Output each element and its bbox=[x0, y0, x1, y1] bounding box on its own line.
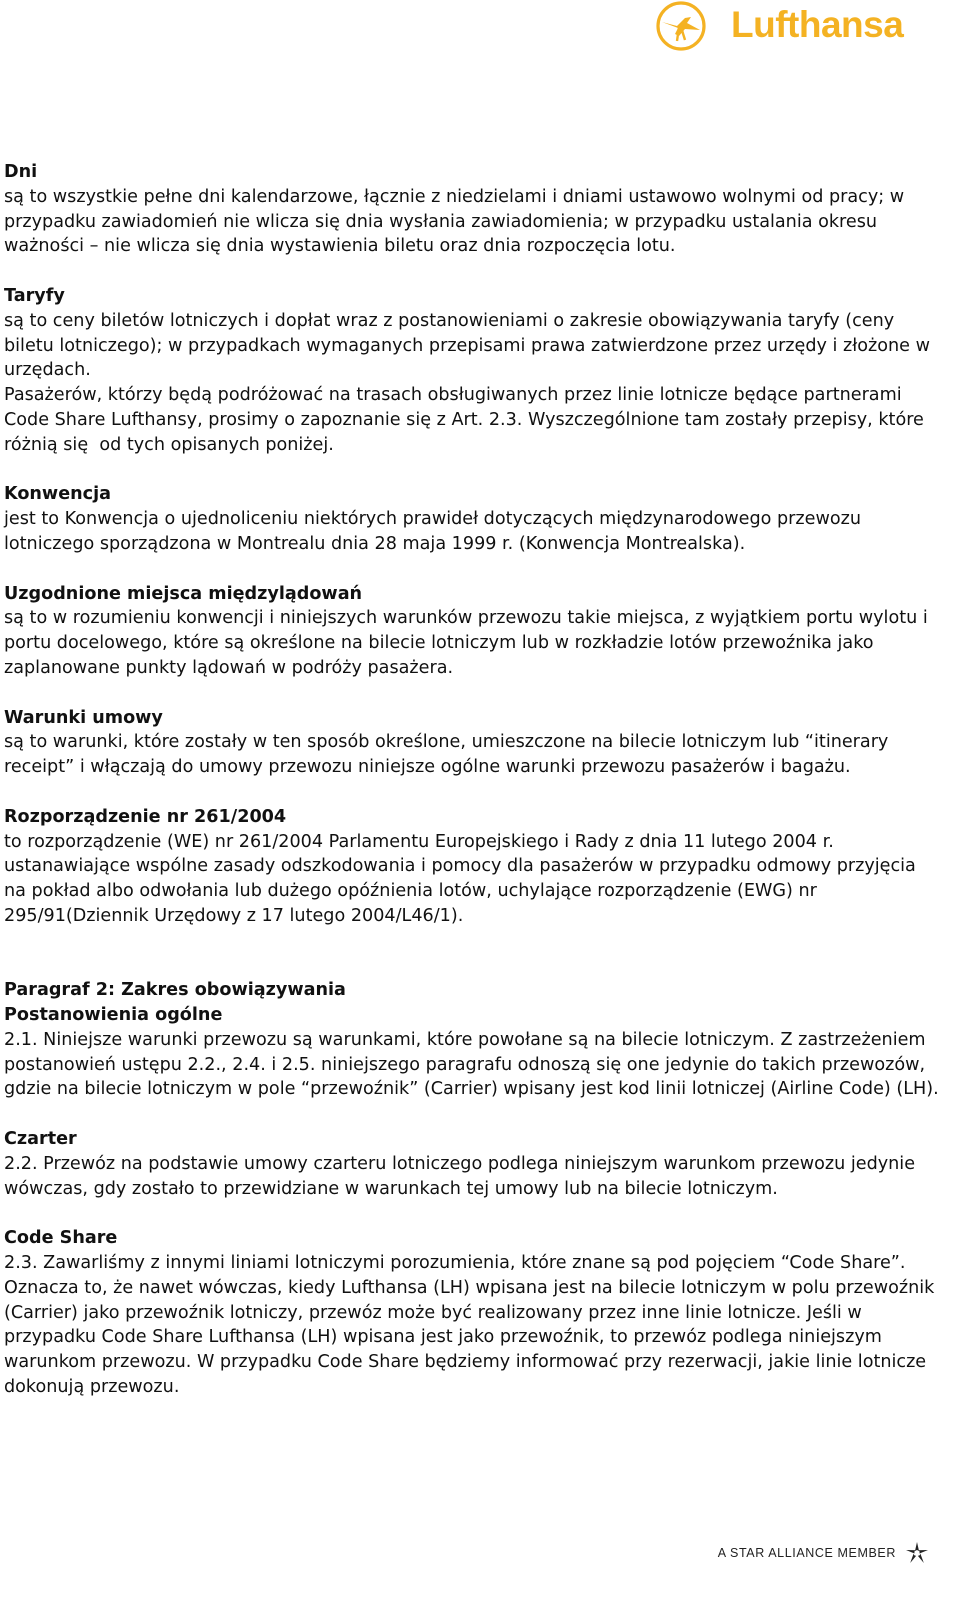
section-text-konwencja: jest to Konwencja o ujednoliceniu niektórych prawideł dotyczących międzynarodowego przewozu lotniczego sporządzona w Montrealu dnia 28 maja 1999 r. (Konwencja Montrealska). bbox=[4, 509, 861, 554]
section-title-taryfy: Taryfy bbox=[4, 285, 65, 306]
section-title-konwencja: Konwencja bbox=[4, 484, 111, 505]
section-text-paragraf: 2.1. Niniejsze warunki przewozu są warunkami, które powołane są na bilecie lotniczym. Z zastrzeżeniem postanowień ustępu 2.2., 2.4. i 2.5. niniejszego paragrafu odnoszą się one jedynie do takich przewozów, gdzie na bilecie lotniczym w pole “przewoźnik” (Carrier) wpisany jest kod linii lotniczej (Airline Code) (LH). bbox=[4, 1029, 939, 1100]
section-text-codeshare: 2.3. Zawarliśmy z innymi liniami lotniczymi porozumienia, które znane są pod pojęciem “Code Share”. Oznacza to, że nawet wówczas, kiedy Lufthansa (LH) wpisana jest na bilecie lotniczym w polu przewoźnik (Carrier) jako przewoźnik lotniczy, przewóz może być realizowany przez inne linie lotnicze. Jeśli w przypadku Code Share Lufthansa (LH) wpisana jest jako przewoźnik, to przewóz podlega niniejszym warunkom przewozu. W przypadku Code Share będziemy informować przy rezerwacji, jakie linie lotnicze dokonują przewozu. bbox=[4, 1253, 935, 1398]
footer-text: A STAR ALLIANCE MEMBER bbox=[717, 1546, 896, 1560]
section-title-paragraf: Paragraf 2: Zakres obowiązywania bbox=[4, 980, 346, 1001]
section-title-czarter: Czarter bbox=[4, 1129, 77, 1150]
section-text-taryfy: są to ceny biletów lotniczych i dopłat wraz z postanowieniami o zakresie obowiązywania taryfy (ceny biletu lotniczego); w przypadkach wymaganych przepisami prawa zatwierdzone przez urzędy i złożone w urzędach. bbox=[4, 310, 930, 381]
crane-logo-icon bbox=[655, 0, 707, 52]
section-text-dni: są to wszystkie pełne dni kalendarzowe, łącznie z niedzielami i dniami ustawowo wolnymi od pracy; w przypadku zawiadomień nie wlicza się dnia wysłania zawiadomienia; w przypadku ustalania okresu ważności – nie wlicza się dnia wystawienia biletu oraz dnia rozpoczęcia lotu. bbox=[4, 186, 905, 257]
section-subtitle-paragraf: Postanowienia ogólne bbox=[4, 1005, 223, 1026]
section-text-czarter: 2.2. Przewóz na podstawie umowy czarteru lotniczego podlega niniejszym warunkom przewozu jedynie wówczas, gdy zostało to przewidziane w warunkach tej umowy lub na bilecie lotniczym. bbox=[4, 1153, 916, 1199]
section-text-miejsca: są to w rozumieniu konwencji i niniejszych warunków przewozu takie miejsca, z wyjątkiem portu wylotu i portu docelowego, które są określone na bilecie lotniczym lub w rozkładzie lotów przewoźnika jako zaplanowane punkty lądowań w podróży pasażera. bbox=[4, 608, 928, 678]
section-title-codeshare: Code Share bbox=[4, 1228, 118, 1249]
section-text-rozporzadzenie: to rozporządzenie (WE) nr 261/2004 Parlamentu Europejskiego i Rady z dnia 11 lutego 2004 r. ustanawiające wspólne zasady odszkodowania i pomocy dla pasażerów w przypadku odmowy przyjęcia na pokład albo odwołania lub dużego opóźnienia lotów, uchylające rozporządzenie (EWG) nr 295/91(Dziennik Urzędowy z 17 lutego 2004/L46/1). bbox=[4, 831, 916, 926]
section-title-miejsca: Uzgodnione miejsca międzylądowań bbox=[4, 583, 363, 604]
star-alliance-footer bbox=[718, 1540, 930, 1566]
section-note-taryfy: Pasażerów, którzy będą podróżować na trasach obsługiwanych przez linie lotnicze będące partnerami Code Share Lufthansy, prosimy o zapoznanie się z Art. 2.3. Wyszczególnione tam zostały przepisy, które różnią się od tych opisanych poniżej. bbox=[4, 385, 930, 455]
section-title-dni: Dni bbox=[4, 162, 38, 182]
brand-wordmark: Lufthansa bbox=[731, 4, 904, 45]
lufthansa-logo bbox=[655, 0, 945, 52]
document-body bbox=[4, 160, 939, 1400]
section-title-warunki: Warunki umowy bbox=[4, 707, 163, 728]
section-text-warunki: są to warunki, które zostały w ten sposób określone, umieszczone na bilecie lotniczym lub “itinerary receipt” i włączają do umowy przewozu niniejsze ogólne warunki przewozu pasażerów i bagażu. bbox=[4, 732, 889, 778]
star-alliance-icon bbox=[904, 1540, 930, 1566]
section-title-rozporzadzenie: Rozporządzenie nr 261/2004 bbox=[4, 806, 287, 827]
